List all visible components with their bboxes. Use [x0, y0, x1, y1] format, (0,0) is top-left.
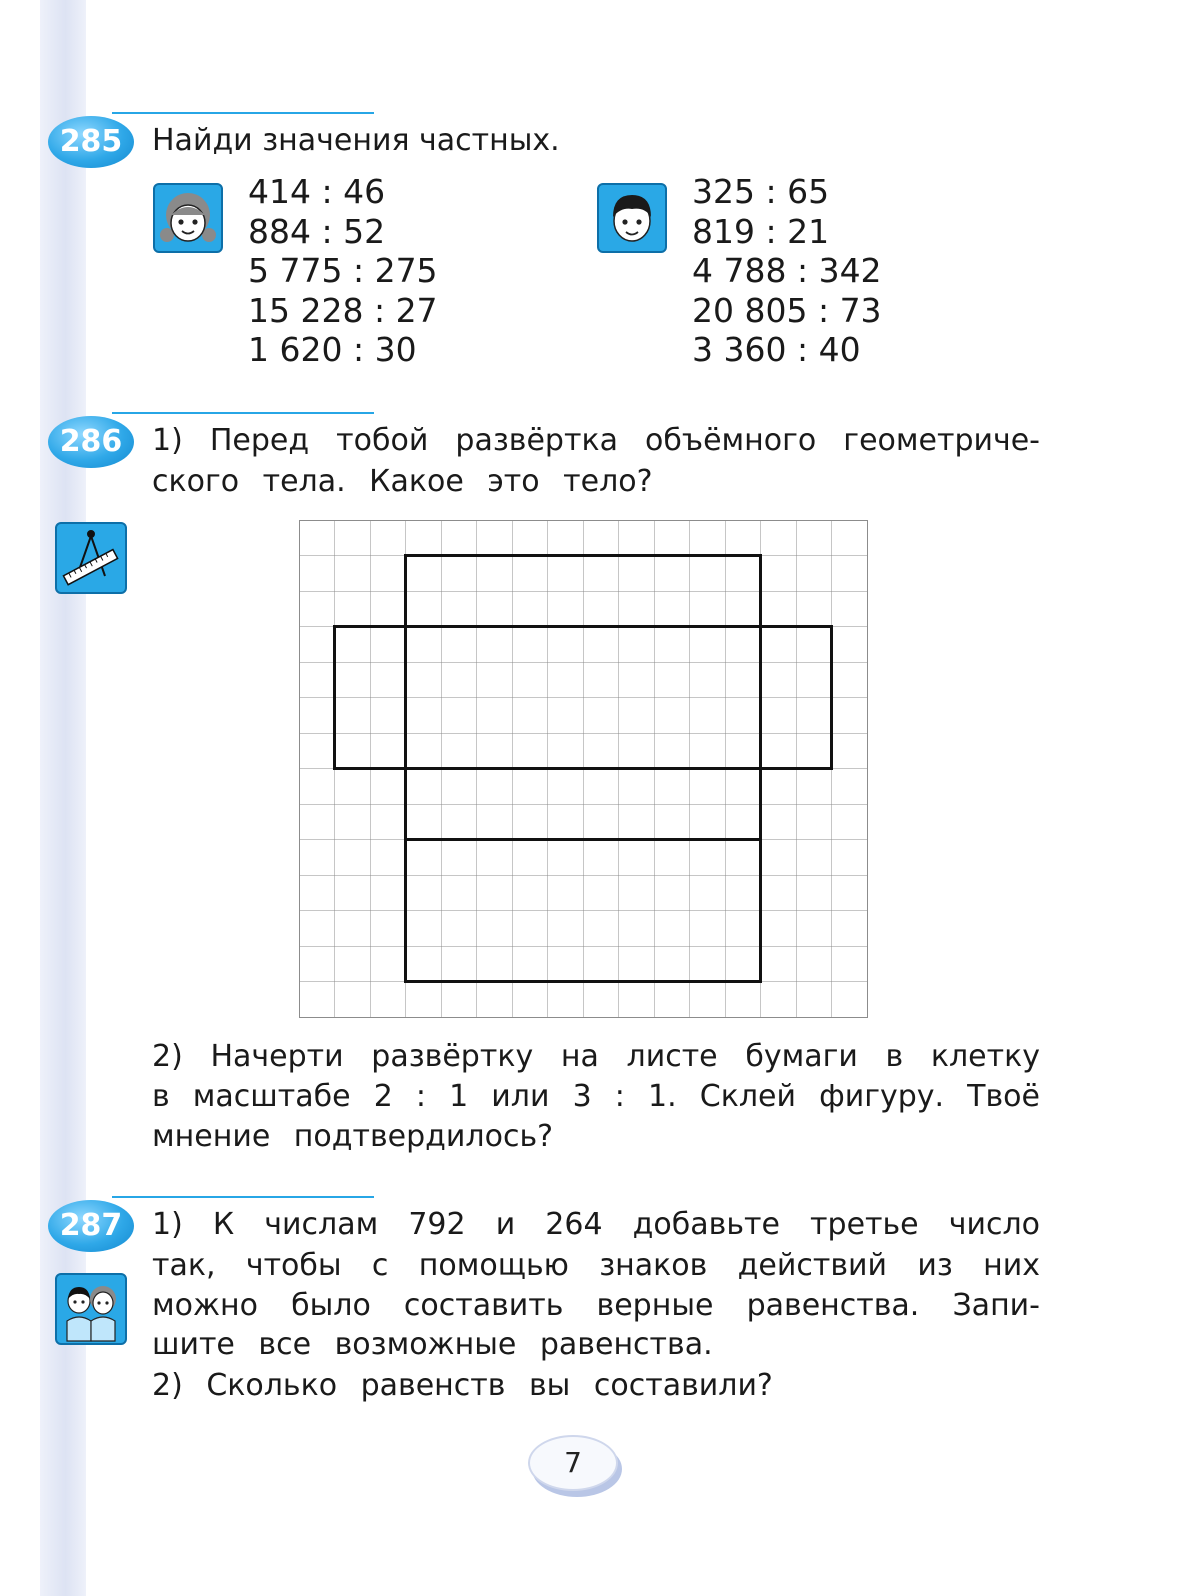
exercise-287-badge: 287	[48, 1200, 134, 1252]
grid-paper	[299, 520, 869, 1020]
exercise-286-text-line: 2) Начерти развёртку на листе бумаги в клетку	[152, 1039, 1040, 1074]
exercise-286-text-line: мнение подтвердилось?	[152, 1119, 554, 1154]
exercise-285-left-column	[248, 172, 438, 370]
exercise-287-text-line: 2) Сколько равенств вы составили?	[152, 1368, 773, 1403]
division-expression: 1 620 : 30	[248, 330, 417, 369]
exercise-285-rule	[112, 112, 374, 114]
exercise-286-text-line: ского тела. Какое это тело?	[152, 464, 653, 499]
cube-net-grid	[299, 520, 869, 1024]
boy-face-icon	[597, 183, 667, 253]
exercise-285-title: Найди значения частных.	[152, 123, 560, 158]
exercise-287-text-line: 1) К числам 792 и 264 добавьте третье число	[152, 1207, 1040, 1242]
exercise-287-rule	[112, 1196, 374, 1198]
exercise-285-right-column	[692, 172, 882, 370]
page-spine-decoration	[40, 0, 86, 1596]
girl-face-icon	[153, 183, 223, 253]
division-expression: 3 360 : 40	[692, 330, 861, 369]
division-expression: 414 : 46	[248, 172, 386, 211]
division-expression: 884 : 52	[248, 211, 386, 251]
division-expression: 325 : 65	[692, 172, 830, 211]
exercise-286-text-line: 1) Перед тобой развёртка объёмного геометриче-	[152, 423, 1040, 458]
exercise-287-text-line: так, чтобы с помощью знаков действий из них	[152, 1248, 1040, 1283]
division-expression: 20 805 : 73	[692, 290, 882, 330]
exercise-285-badge: 285	[48, 116, 134, 168]
division-expression: 819 : 21	[692, 211, 830, 251]
exercise-286-rule	[112, 412, 374, 414]
division-expression: 4 788 : 342	[692, 251, 882, 290]
exercise-287-text-line: можно было составить верные равенства. Запи-	[152, 1288, 1040, 1323]
division-expression: 5 775 : 275	[248, 251, 438, 290]
exercise-286-badge: 286	[48, 416, 134, 468]
exercise-287-text-line: шите все возможные равенства.	[152, 1327, 713, 1362]
compass-ruler-icon	[55, 522, 127, 594]
exercise-286-text-line: в масштабе 2 : 1 или 3 : 1. Склей фигуру. Твоё	[152, 1079, 1040, 1114]
pair-work-icon	[55, 1273, 127, 1345]
page-number: 7	[528, 1435, 618, 1491]
division-expression: 15 228 : 27	[248, 290, 438, 330]
